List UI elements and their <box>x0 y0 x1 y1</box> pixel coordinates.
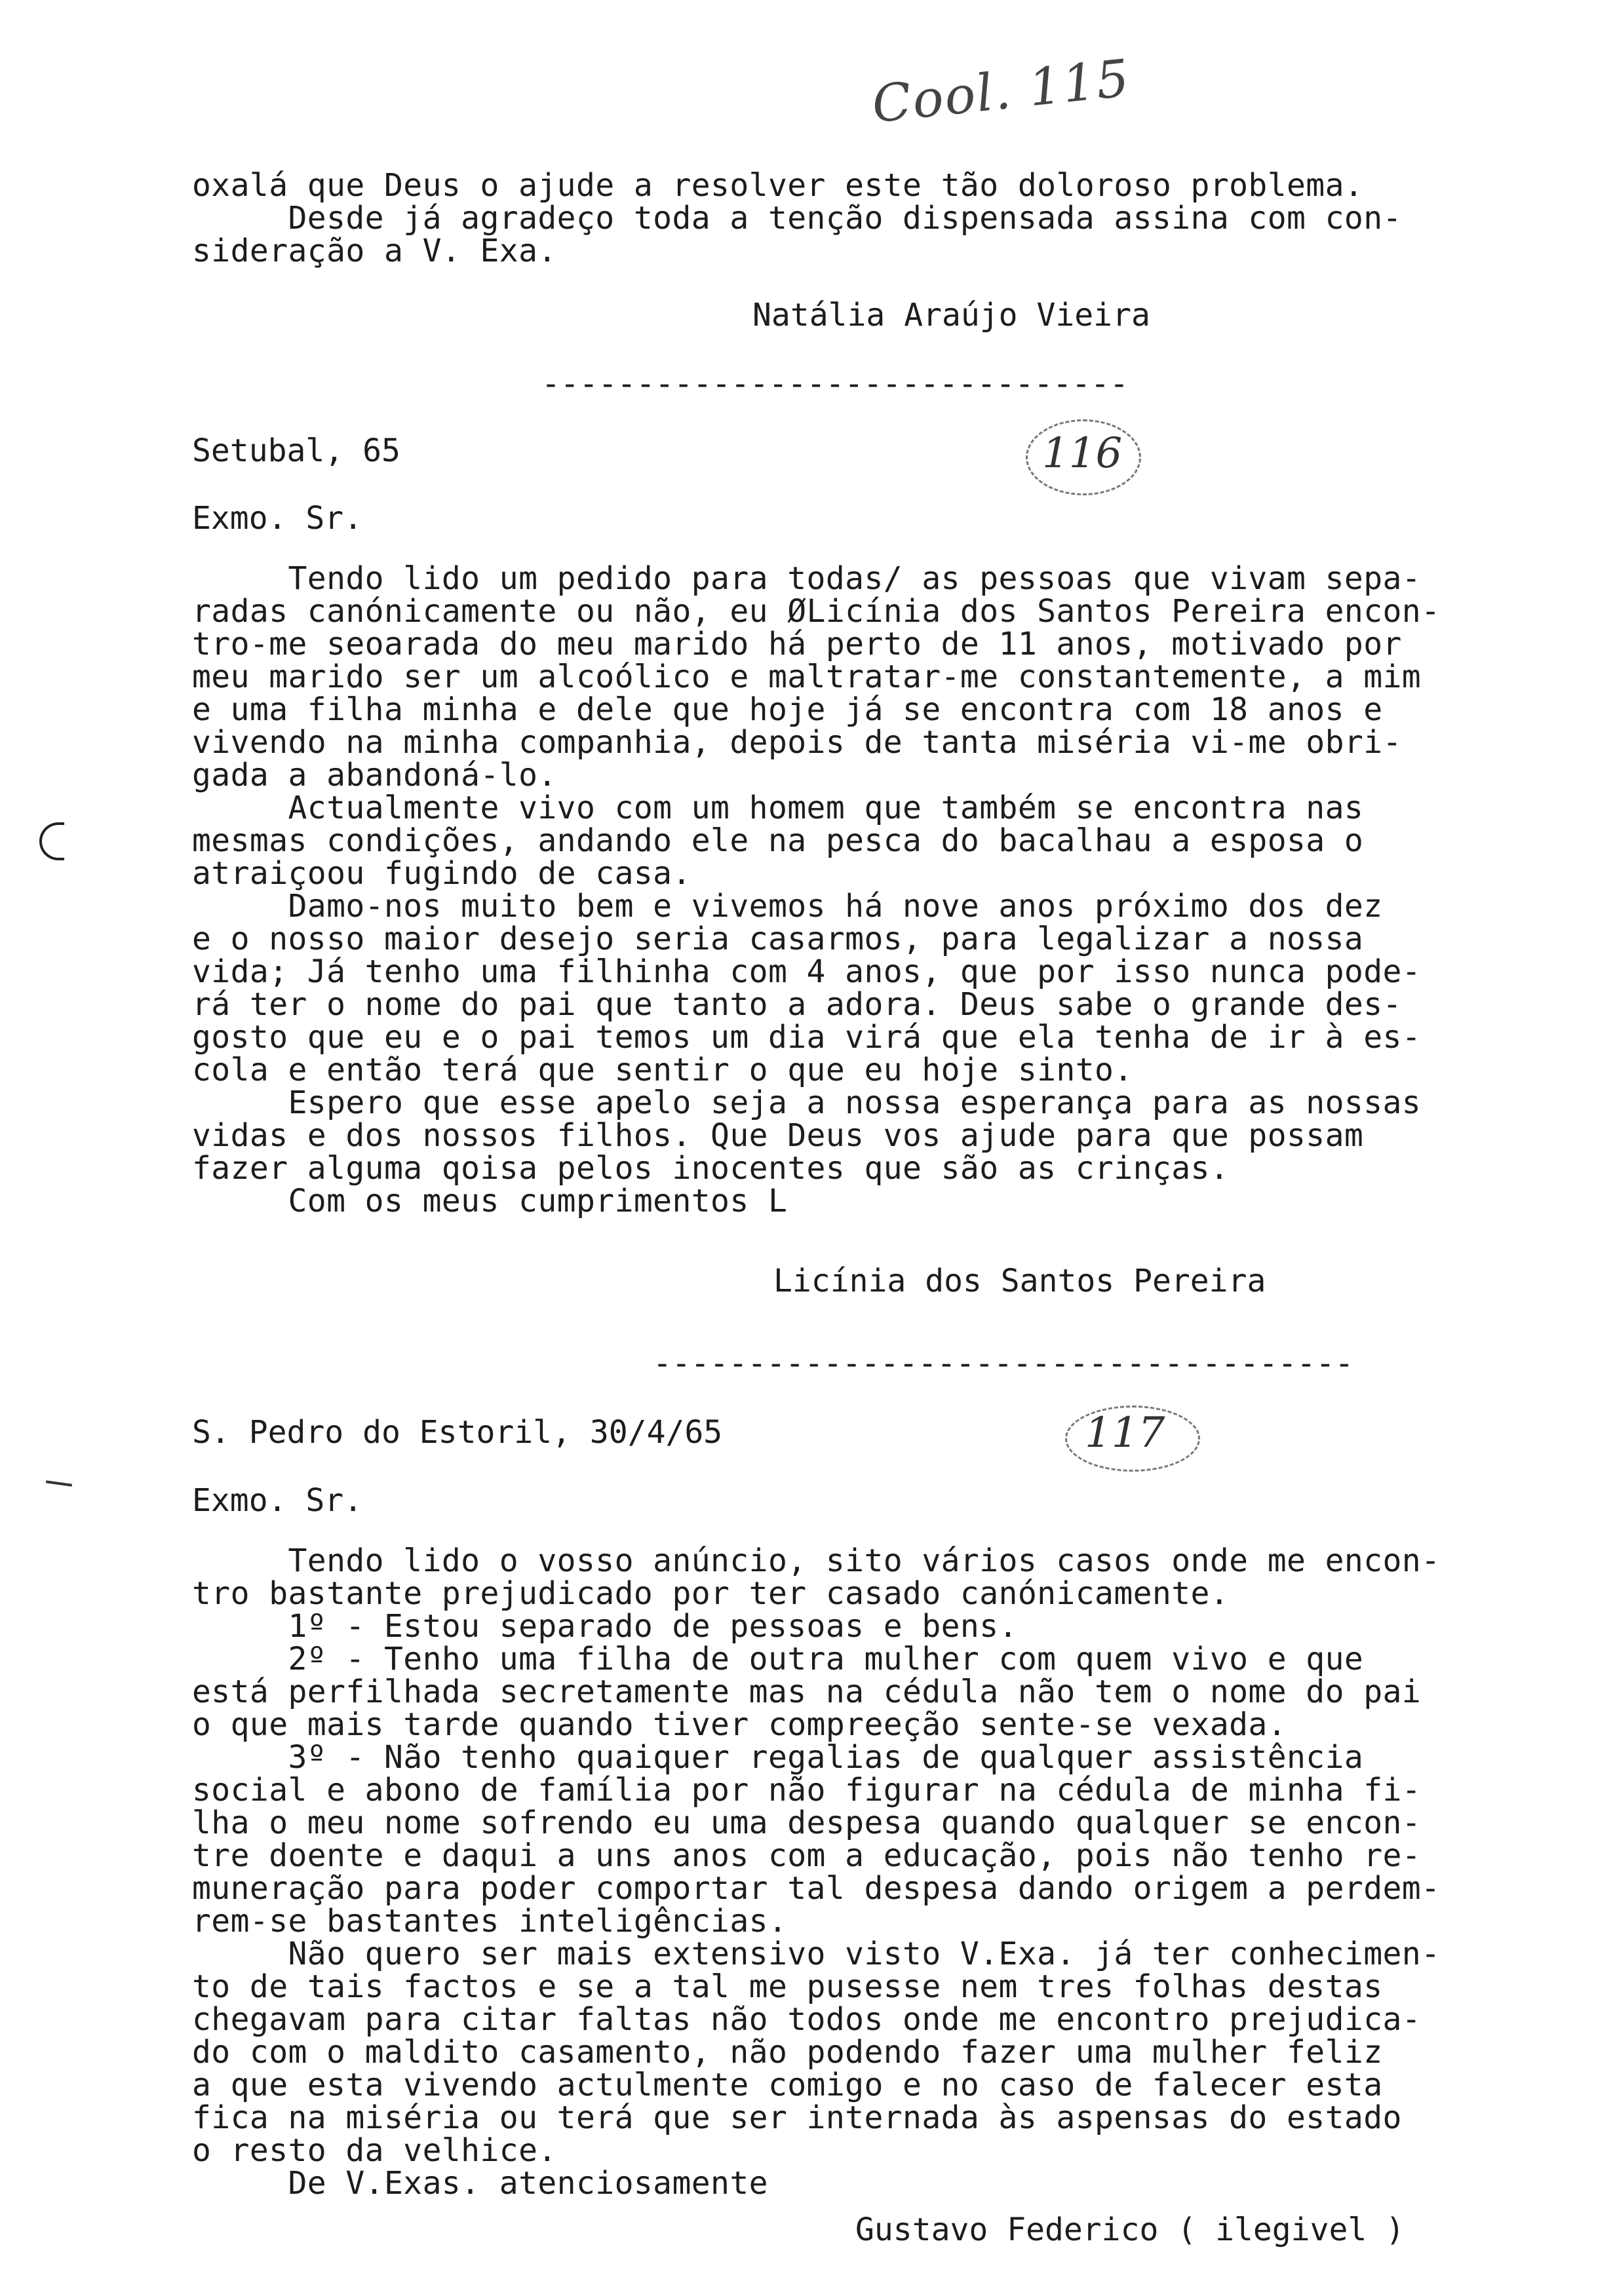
letter-2-line: tro-me seoarada do meu marido há perto de 11 anos, motivado por <box>192 626 1402 662</box>
letter-2-line: Espero que esse apelo seja a nossa esperança para as nossas <box>192 1084 1422 1121</box>
letter-1-line: oxalá que Deus o ajude a resolver este tão doloroso problema. <box>192 167 1364 204</box>
letter-3-line: está perfilhada secretamente mas na cédula não tem o nome do pai <box>192 1674 1422 1710</box>
letter-3-line: 1º - Estou separado de pessoas e bens. <box>192 1608 1018 1645</box>
letter-2-line: Tendo lido um pedido para todas/ as pessoas que vivam sepa- <box>192 560 1422 597</box>
letter-3-line: a que esta vivendo actulmente comigo e no caso de falecer esta <box>192 2067 1383 2103</box>
letter-1-line: sideração a V. Exa. <box>192 233 557 269</box>
letter-3-line: tre doente e daqui a uns anos com a educação, pois não tenho re- <box>192 1837 1422 1874</box>
letter-3-line: tro bastante prejudicado por ter casado canónicamente. <box>192 1575 1230 1612</box>
letter-2-line: meu marido ser um alcoólico e maltratar-me constantemente, a mim <box>192 659 1422 695</box>
letter-2-line: e o nosso maior desejo seria casarmos, para legalizar a nossa <box>192 921 1364 957</box>
letter-2-line: vivendo na minha companhia, depois de tanta miséria vi-me obri- <box>192 724 1402 761</box>
letter-3-line: 2º - Tenho uma filha de outra mulher com quem vivo e que <box>192 1641 1364 1677</box>
letter-3-line: to de tais factos e se a tal me pusesse nem tres folhas destas <box>192 1968 1383 2005</box>
letter-2-salutation: Exmo. Sr. <box>192 500 363 537</box>
letter-3-line: o resto da velhice. <box>192 2132 557 2169</box>
letter-2-date: Setubal, 65 <box>192 432 400 469</box>
letter-3-line: lha o meu nome sofrendo eu uma despesa quando qualquer se encon- <box>192 1805 1422 1841</box>
letter-2-line: mesmas condições, andando ele na pesca do bacalhau a esposa o <box>192 822 1364 859</box>
separator-line: ------------------------------------- <box>653 1345 1354 1382</box>
margin-dash-mark <box>46 1480 72 1487</box>
letter-3-line: muneração para poder comportar tal despesa dando origem a perdem- <box>192 1870 1441 1907</box>
letter-2-line: radas canónicamente ou não, eu ØLicínia dos Santos Pereira encon- <box>192 593 1441 630</box>
page-reference-handwritten: Cool. 115 <box>869 48 1133 135</box>
letter-2-line: vida; Já tenho uma filhinha com 4 anos, que por isso nunca pode- <box>192 953 1422 990</box>
separator-line: ------------------------------- <box>541 366 1129 402</box>
letter-3-date: S. Pedro do Estoril, 30/4/65 <box>192 1414 723 1451</box>
letter-1-signature: Natália Araújo Vieira <box>752 297 1150 334</box>
letter-2-line: vidas e dos nossos filhos. Que Deus vos ajude para que possam <box>192 1117 1364 1154</box>
letter-3-line: 3º - Não tenho quaiquer regalias de qualquer assistência <box>192 1739 1364 1776</box>
letter-3-line: De V.Exas. atenciosamente <box>192 2165 768 2202</box>
letter-3-ref-number: 117 <box>1085 1409 1165 1457</box>
letter-3-line: social e abono de família por não figurar na cédula de minha fi- <box>192 1772 1422 1808</box>
letter-2-line: Com os meus cumprimentos L <box>192 1183 788 1219</box>
letter-2-line: atraiçoou fugindo de casa. <box>192 855 691 892</box>
letter-2-line: Damo-nos muito bem e vivemos há nove anos próximo dos dez <box>192 888 1383 925</box>
letter-2-line: cola e então terá que sentir o que eu hoje sinto. <box>192 1052 1133 1088</box>
letter-2-line: rá ter o nome do pai que tanto a adora. Deus sabe o grande des- <box>192 986 1402 1023</box>
letter-3-line: Tendo lido o vosso anúncio, sito vários casos onde me encon- <box>192 1542 1441 1579</box>
letter-3-line: Não quero ser mais extensivo visto V.Exa. já ter conhecimen- <box>192 1936 1441 1972</box>
letter-3-signature: Gustavo Federico ( ilegivel ) <box>855 2211 1405 2248</box>
letter-2-line: fazer alguma qoisa pelos inocentes que são as crinças. <box>192 1150 1230 1187</box>
letter-3-line: do com o maldito casamento, não podendo fazer uma mulher feliz <box>192 2034 1383 2071</box>
letter-2-ref-number: 116 <box>1042 429 1123 478</box>
letter-3-line: chegavam para citar faltas não todos onde me encontro prejudica- <box>192 2001 1422 2038</box>
letter-2-signature: Licínia dos Santos Pereira <box>773 1263 1266 1299</box>
letter-3-line: rem-se bastantes inteligências. <box>192 1903 788 1940</box>
letter-2-line: gosto que eu e o pai temos um dia virá que ela tenha de ir à es- <box>192 1019 1422 1056</box>
letter-2-line: e uma filha minha e dele que hoje já se encontra com 18 anos e <box>192 691 1383 728</box>
letter-3-line: fica na miséria ou terá que ser internada às aspensas do estado <box>192 2099 1402 2136</box>
letter-2-line: Actualmente vivo com um homem que também se encontra nas <box>192 790 1364 826</box>
margin-bracket-mark <box>39 822 64 860</box>
letter-2-line: gada a abandoná-lo. <box>192 757 557 794</box>
letter-3-salutation: Exmo. Sr. <box>192 1482 363 1519</box>
letter-3-line: o que mais tarde quando tiver compreeção sente-se vexada. <box>192 1706 1287 1743</box>
letter-1-line: Desde já agradeço toda a tenção dispensada assina com con- <box>192 200 1402 237</box>
